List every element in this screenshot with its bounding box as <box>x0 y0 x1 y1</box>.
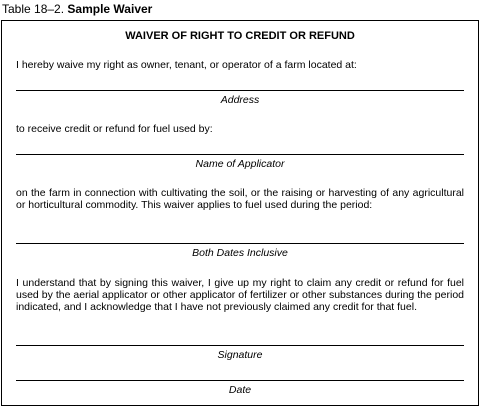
caption-label: Table 18–2. <box>2 2 65 16</box>
date-line[interactable] <box>16 380 464 381</box>
table-caption <box>2 2 152 17</box>
signature-label: Signature <box>217 349 263 361</box>
applicator-label: Name of Applicator <box>195 158 285 170</box>
date-label: Date <box>228 384 252 396</box>
signature-line[interactable] <box>16 345 464 346</box>
waiver-title: WAIVER OF RIGHT TO CREDIT OR REFUND <box>125 30 355 42</box>
understand-text: I understand that by signing this waiver, I give up my right to claim any credit or refund for fuel used by the aerial applicator or other applicator of fertilizer or other substances during the period indicated, and I acknowledge that I have not previously claimed any credit for that fuel. <box>16 277 464 313</box>
caption-title: Sample Waiver <box>67 2 153 16</box>
farm-text: on the farm in connection with cultivating the soil, or the raising or harvesting of any agricultural or horticultural commodity. This waiver applies to fuel used during the period: <box>16 187 464 211</box>
dates-label: Both Dates Inclusive <box>192 247 288 259</box>
intro-text: I hereby waive my right as owner, tenant, or operator of a farm located at: <box>16 59 357 71</box>
applicator-line[interactable] <box>16 154 464 155</box>
receive-text: to receive credit or refund for fuel used by: <box>16 123 213 135</box>
waiver-form <box>1 20 479 406</box>
address-label: Address <box>220 94 260 106</box>
address-line[interactable] <box>16 90 464 91</box>
dates-line[interactable] <box>16 243 464 244</box>
